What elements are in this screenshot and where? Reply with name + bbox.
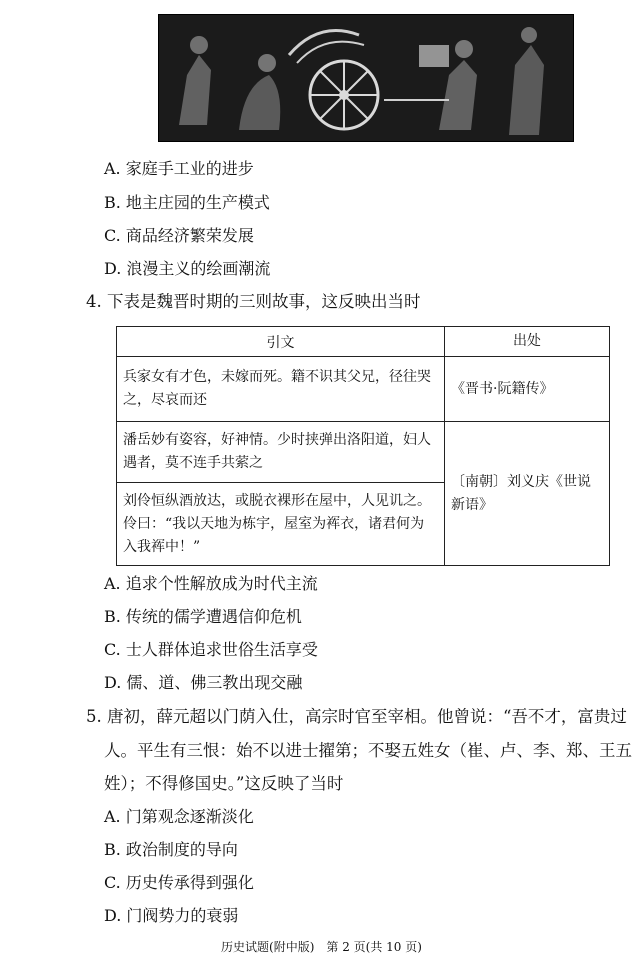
- q5-option-d: D. 门阀势力的衰弱: [104, 906, 239, 925]
- table-header-source: 出处: [445, 327, 610, 357]
- q5-stem-line-3: 姓）；不得修国史。”这反映了当时: [104, 774, 344, 793]
- source-cell: 〔南朝〕刘义庆《世说新语》: [445, 422, 610, 566]
- q4-option-c: C. 士人群体追求世俗生活享受: [104, 640, 318, 659]
- table-header-quote: 引文: [117, 327, 445, 357]
- q3-option-b: B. 地主庄园的生产模式: [104, 193, 270, 212]
- q5-stem-line-1: 5. 唐初，薛元超以门荫入仕，高宗时官至宰相。他曾说：“吾不才，富贵过: [86, 707, 627, 726]
- source-cell: 《晋书·阮籍传》: [445, 357, 610, 422]
- q3-option-d: D. 浪漫主义的绘画潮流: [104, 259, 271, 278]
- stone-relief-image: [158, 14, 574, 142]
- table-row: [117, 422, 610, 483]
- table-header-row: [117, 327, 610, 357]
- q4-option-b: B. 传统的儒学遭遇信仰危机: [104, 607, 302, 626]
- page-footer: 历史试题(附中版) 第 2 页(共 10 页): [221, 940, 422, 954]
- quote-cell: 潘岳妙有姿容，好神情。少时挟弹出洛阳道，妇人遇者，莫不连手共萦之: [117, 422, 445, 483]
- q4-quotes-table: [116, 326, 610, 566]
- q4-stem: 4. 下表是魏晋时期的三则故事，这反映出当时: [86, 292, 421, 311]
- quote-cell: 兵家女有才色，未嫁而死。籍不识其父兄，径往哭之，尽哀而还: [117, 357, 445, 422]
- q5-option-a: A. 门第观念逐渐淡化: [104, 807, 254, 826]
- q5-option-c: C. 历史传承得到强化: [104, 873, 254, 892]
- q3-option-c: C. 商品经济繁荣发展: [104, 226, 254, 245]
- q3-option-a: A. 家庭手工业的进步: [104, 159, 254, 178]
- q5-stem-line-2: 人。平生有三恨：始不以进士擢第；不娶五姓女（崔、卢、李、郑、王五: [104, 741, 632, 760]
- q4-option-a: A. 追求个性解放成为时代主流: [104, 574, 318, 593]
- table-row: [117, 357, 610, 422]
- relief-illustration: [159, 15, 573, 141]
- q4-option-d: D. 儒、道、佛三教出现交融: [104, 673, 303, 692]
- quote-cell: 刘伶恒纵酒放达，或脱衣裸形在屋中，人见讥之。伶曰：“我以天地为栋宇，屋室为裈衣，诸君何为入我裈中！”: [117, 483, 445, 566]
- q5-option-b: B. 政治制度的导向: [104, 840, 238, 859]
